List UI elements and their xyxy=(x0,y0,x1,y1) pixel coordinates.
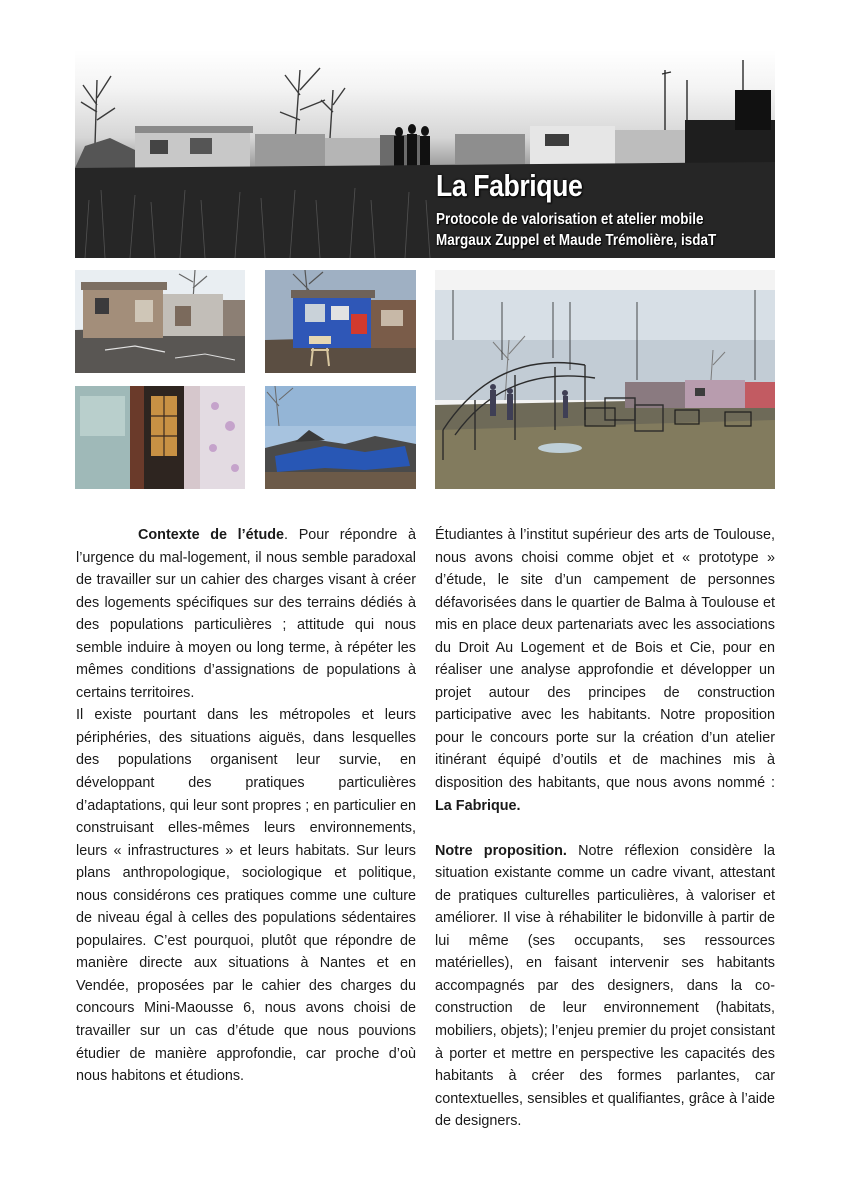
context-text: . Pour répondre à l’urgence du mal-logement, il nous semble paradoxal de travailler sur un cahier des charges visant à créer des logements spécifiques sur des terrains dédiés à des populations particulières ; attitude qui nous semble induire à moyen ou long terme, à répéter les mêmes conditions d’assignations de populations à certains territoires. xyxy=(76,527,417,701)
column-left xyxy=(76,524,416,1088)
page-subtitle: Protocole de valorisation et atelier mobile xyxy=(436,211,704,228)
context-heading: Contexte de l’étude xyxy=(138,527,285,543)
photo-project-render xyxy=(435,270,775,489)
page-title: La Fabrique xyxy=(436,168,583,203)
photo-door xyxy=(75,386,245,489)
existing-situations-paragraph: Il existe pourtant dans les métropoles et leurs périphéries, des situations aiguës, dans lesquelles des populations organisent leur survie, en développant des pratiques particulières d’adaptations, qui leur sont propres ; en particulier en construisant elles-mêmes leurs environnements, leurs « infrastructures » et leurs habitats. Sur leurs plans anthropologique, sociologique et politique, nous considérons ces pratiques comme une culture de niveau égal à celles des populations sédentaires populaires. C’est pourquoi, plutôt que répondre de manière directe aux situations à Nantes et en Vendée, proposées par le cahier des charges du concours Mini-Maousse 6, nous avons choisi de travailler sur un cas d’étude que nous pouvions étudier de manière approfondie, car proche d’où nous habitons et étudions. xyxy=(76,707,416,1085)
photo-tarp-roof xyxy=(265,386,416,489)
column-right xyxy=(435,524,775,1133)
students-text: Étudiantes à l’institut supérieur des arts de Toulouse, nous avons choisi comme objet et « prototype » d’étude, le site d’un campement de personnes défavorisées dans le quartier de Balma à Toulouse et mis en place deux partenariats avec les associations du Droit Au Logement et de Bois et Cie, pour en réaliser une analyse approfondie et développer un projet autour des principes de construction participative avec les habitants. Notre proposition pour le concours porte sur la création d’un atelier itinérant équipé d’outils et de machines mis à disposition des habitants, que nous avons nommé : xyxy=(435,527,775,792)
context-paragraph xyxy=(76,524,416,704)
proposal-text: Notre réflexion considère la situation existante comme un cadre vivant, attestant de pratiques culturelles particulières, à valoriser et améliorer. Il vise à réhabiliter le bidonville à partir de lui même (ses occupants, ses ressources matérielles), en faisant intervenir ses habitants accompagnés par des designers, dans la co-construction de leur environnement (habitats, mobiliers, objets); l’enjeu premier du projet consistant à porter et mettre en perspective les capacités des habitants à créer des formes parlantes, car contextuelles, sensibles et qualifiantes, grâce à l’aide de designers. xyxy=(435,842,775,1130)
hero-people xyxy=(394,124,430,166)
photo-shacks xyxy=(75,270,245,373)
project-name: La Fabrique. xyxy=(435,797,521,814)
students-paragraph xyxy=(435,524,775,817)
hero-banner xyxy=(75,50,775,258)
proposal-paragraph xyxy=(435,840,775,1133)
photo-blue-shack xyxy=(265,270,416,373)
proposal-heading: Notre proposition. xyxy=(435,842,567,859)
page-authors: Margaux Zuppel et Maude Trémolière, isdaT xyxy=(436,232,717,249)
